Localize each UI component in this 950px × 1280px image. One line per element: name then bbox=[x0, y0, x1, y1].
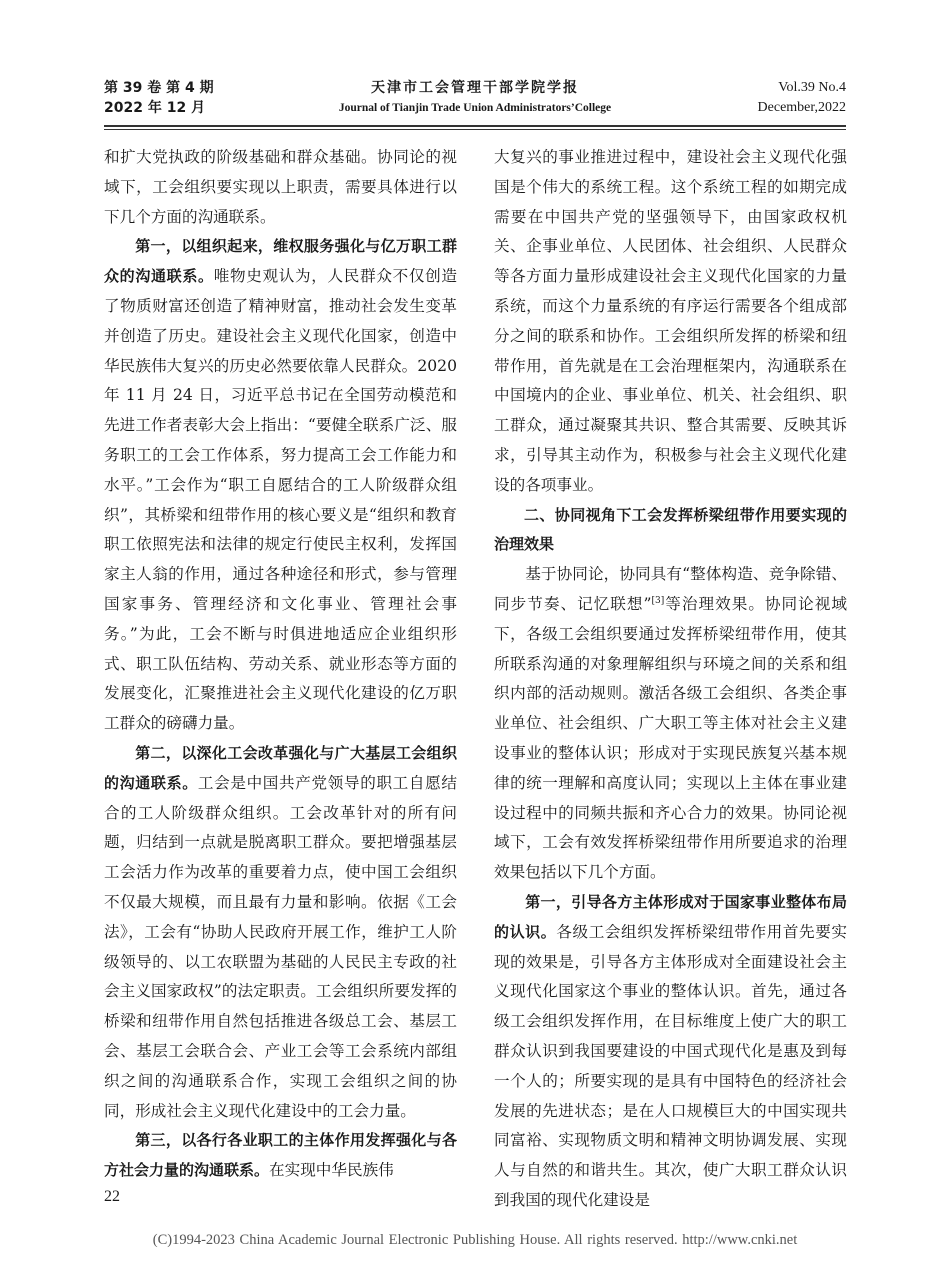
paragraph bbox=[104, 739, 457, 1126]
paragraph bbox=[104, 232, 457, 739]
header-right bbox=[758, 78, 846, 118]
header-rule-thin bbox=[104, 129, 846, 130]
issue-date-en: December,2022 bbox=[757, 100, 846, 115]
paragraph-body: 唯物史观认为，人民群众不仅创造了物质财富还创造了精神财富，推动社会发生变革并创造了历史。建设社会主义现代化国家，创造中华民族伟大复兴的历史必然要依靠人民群众。2020 年 11 月 24 日，习近平总书记在全国劳动模范和先进工作者表彰大会上指出：“要健全联系广泛、服务职工的工会工作体系，努力提高工会工作能力和水平。”工会作为“职工自愿结合的工人阶级群众组织”，其桥梁和纽带作用的核心要义是“组织和教育职工依照宪法和法律的规定行使民主权利，发挥国家主人翁的作用，通过各种途径和形式，参与管理国家事务、管理经济和文化事业、管理社会事务。”为此，工会不断与时俱进地适应企业组织形式、职工队伍结构、劳动关系、就业形态等方面的发展变化，汇聚推进社会主义现代化建设的亿万职工群众的磅礴力量。 bbox=[104, 267, 457, 733]
page-number: 22 bbox=[104, 1188, 120, 1205]
volume-issue: 第 39 卷 第 4 期 bbox=[104, 80, 214, 96]
paragraph bbox=[104, 1126, 457, 1186]
paragraph bbox=[494, 560, 847, 888]
page-header bbox=[104, 78, 846, 120]
paragraph bbox=[494, 888, 847, 1216]
journal-title-cn: 天津市工会管理干部学院学报 bbox=[371, 80, 579, 96]
paragraph: 和扩大党执政的阶级基础和群众基础。协同论的视域下，工会组织要实现以上职责，需要具体进行以下几个方面的沟通联系。 bbox=[104, 148, 457, 226]
issue-date: 2022 年 12 月 bbox=[104, 100, 206, 116]
paragraph-body: 等治理效果。协同论视域下，各级工会组织要通过发挥桥梁纽带作用，使其所联系沟通的对象理解组织与环境之间的关系和组织内部的活动规则。激活各级工会组织、各类企事业单位、社会组织、广大职工等主体对社会主义建设事业的整体认识；形成对于实现民族复兴基本规律的统一理解和高度认同；实现以上主体在事业建设过程中的同频共振和齐心合力的效果。协同论视域下，工会有效发挥桥梁纽带作用所要追求的治理效果包括以下几个方面。 bbox=[494, 594, 847, 882]
journal-title-en: Journal of Tianjin Trade Union Administrators’College bbox=[338, 102, 612, 114]
header-rule-thick bbox=[104, 125, 846, 127]
left-column bbox=[104, 143, 457, 1186]
paragraph-body: 基于协同论，协同具有“整体构造、竞争除错、同步节奏、记忆联想” bbox=[494, 565, 847, 613]
point-heading: 第二，以深化工会改革强化与广大基层工会组织的沟通联系。 bbox=[104, 743, 457, 792]
point-heading: 第三，以各行各业职工的主体作用发挥强化与各方社会力量的沟通联系。 bbox=[104, 1131, 457, 1180]
right-column bbox=[494, 143, 847, 1216]
header-center bbox=[104, 78, 846, 118]
point-heading: 第一，以组织起来，维权服务强化与亿万职工群众的沟通联系。 bbox=[104, 237, 457, 286]
citation-ref: [3] bbox=[651, 595, 665, 606]
paragraph-body: 各级工会组织发挥桥梁纽带作用首先要实现的效果是，引导各方主体形成对全面建设社会主义现代化国家这个事业的整体认识。首先，通过各级工会组织发挥作用，在目标维度上使广大的职工群众认识到我国要建设的中国式现代化是惠及到每一个人的；所要实现的是具有中国特色的经济社会发展的先进状态；是在人口规模巨大的中国实现共同富裕、实现物质文明和精神文明协调发展、实现人与自然的和谐共生。其次，使广大职工群众认识到我国的现代化建设是 bbox=[494, 922, 847, 1209]
copyright-line: (C)1994-2023 China Academic Journal Electronic Publishing House. All rights reserved. http://www.cnki.net bbox=[152, 1232, 798, 1248]
point-heading: 第一，引导各方主体形成对于国家事业整体布局的认识。 bbox=[494, 892, 847, 941]
paragraph: 大复兴的事业推进过程中，建设社会主义现代化强国是个伟大的系统工程。这个系统工程的如期完成需要在中国共产党的坚强领导下，由国家政权机关、企事业单位、人民团体、社会组织、人民群众等各方面力量形成建设社会主义现代化国家的力量系统，而这个力量系统的有序运行需要各个组成部分之间的联系和协作。工会组织所发挥的桥梁和纽带作用，首先就是在工会治理框架内，沟通联系在中国境内的企业、事业单位、机关、社会组织、职工群众，通过凝聚其共识、整合其需要、反映其诉求，引导其主动作为，积极参与社会主义现代化建设的各项事业。 bbox=[494, 148, 847, 494]
volume-issue-en: Vol.39 No.4 bbox=[778, 80, 846, 95]
paragraph-body: 工会是中国共产党领导的职工自愿结合的工人阶级群众组织。工会改革针对的所有问题，归结到一点就是脱离职工群众。要把增强基层工会活力作为改革的重要着力点，使中国工会组织不仅最大规模，而且最有力量和影响。依据《工会法》，工会有“协助人民政府开展工作，维护工人阶级领导的、以工农联盟为基础的人民民主专政的社会主义国家政权”的法定职责。工会组织所要发挥的桥梁和纽带作用自然包括推进各级总工会、基层工会、基层工会联合会、产业工会等工会系统内部组织之间的沟通联系合作，实现工会组织之间的协同，形成社会主义现代化建设中的工会力量。 bbox=[104, 773, 457, 1120]
section-heading: 二、协同视角下工会发挥桥梁纽带作用要实现的治理效果 bbox=[494, 505, 847, 554]
paragraph-body: 在实现中华民族伟 bbox=[269, 1161, 394, 1180]
